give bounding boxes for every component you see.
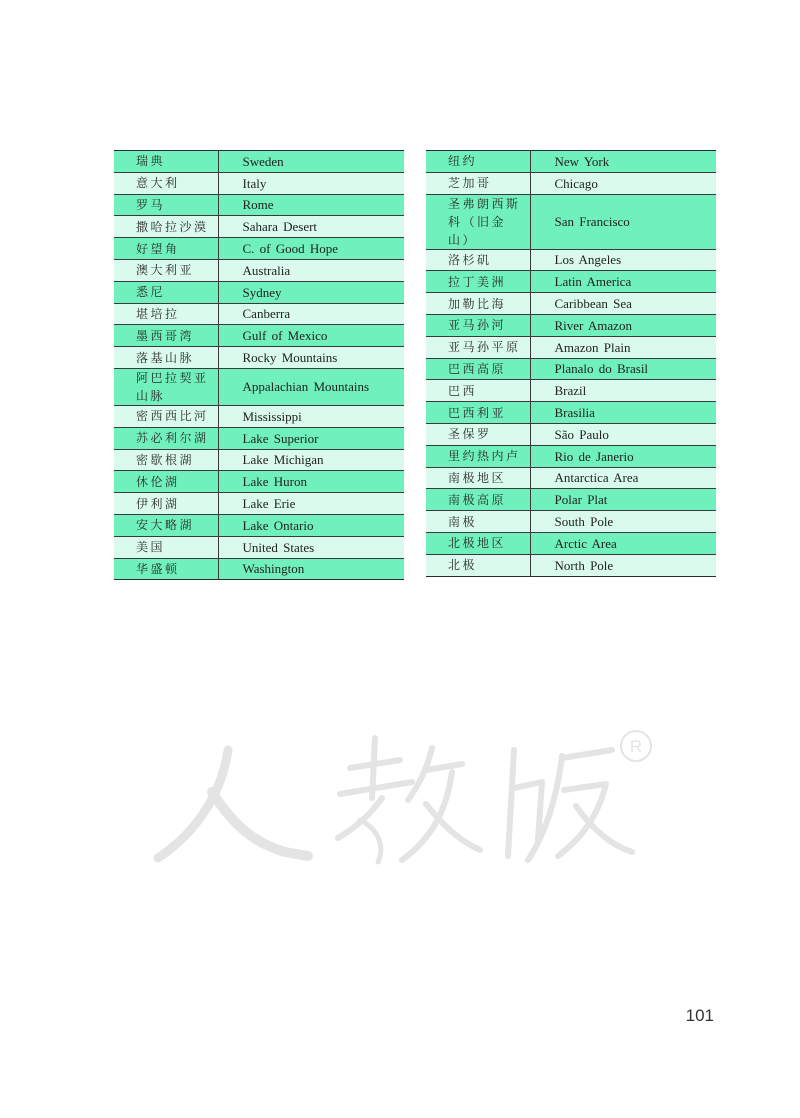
chinese-term: 南极高原 xyxy=(426,489,530,511)
table-row xyxy=(426,271,716,293)
chinese-term: 北极 xyxy=(426,554,530,576)
english-term: São Paulo xyxy=(530,423,716,445)
english-term: Los Angeles xyxy=(530,249,716,271)
chinese-term: 好望角 xyxy=(114,238,218,260)
table-row xyxy=(426,151,716,173)
table-row xyxy=(114,536,404,558)
chinese-term: 华盛顿 xyxy=(114,558,218,580)
english-term: Sahara Desert xyxy=(218,216,404,238)
table-row xyxy=(114,471,404,493)
chinese-term: 撒哈拉沙漠 xyxy=(114,216,218,238)
table-row xyxy=(426,293,716,315)
glossary-table-right xyxy=(426,150,716,577)
chinese-term: 密歇根湖 xyxy=(114,449,218,471)
chinese-term: 罗马 xyxy=(114,194,218,216)
svg-text:R: R xyxy=(629,737,643,756)
english-term: Brazil xyxy=(530,380,716,402)
chinese-term: 纽约 xyxy=(426,151,530,173)
glossary-table-left xyxy=(114,150,404,580)
english-term: United States xyxy=(218,536,404,558)
table-row xyxy=(426,249,716,271)
english-term: Planalo do Brasil xyxy=(530,358,716,380)
chinese-term: 巴西高原 xyxy=(426,358,530,380)
english-term: Lake Ontario xyxy=(218,514,404,536)
english-term: Italy xyxy=(218,172,404,194)
table-row xyxy=(114,216,404,238)
table-row xyxy=(114,303,404,325)
chinese-term: 阿巴拉契亚山脉 xyxy=(114,368,218,405)
chinese-term: 巴西 xyxy=(426,380,530,402)
english-term: Lake Huron xyxy=(218,471,404,493)
page-number: 101 xyxy=(685,1006,714,1025)
table-row xyxy=(426,314,716,336)
table-row xyxy=(426,358,716,380)
english-term: South Pole xyxy=(530,511,716,533)
table-row xyxy=(426,467,716,489)
chinese-term: 芝加哥 xyxy=(426,172,530,194)
english-term: Arctic Area xyxy=(530,532,716,554)
table-row xyxy=(114,347,404,369)
chinese-term: 圣弗朗西斯科（旧金山） xyxy=(426,194,530,249)
chinese-term: 亚马孙河 xyxy=(426,314,530,336)
table-row xyxy=(114,172,404,194)
chinese-term: 加勒比海 xyxy=(426,293,530,315)
table-row xyxy=(114,194,404,216)
publisher-watermark-logo xyxy=(150,720,670,870)
table-row xyxy=(114,493,404,515)
chinese-term: 落基山脉 xyxy=(114,347,218,369)
chinese-term: 休伦湖 xyxy=(114,471,218,493)
table-row xyxy=(426,380,716,402)
english-term: Canberra xyxy=(218,303,404,325)
table-row xyxy=(114,405,404,427)
english-term: Mississippi xyxy=(218,405,404,427)
table-row xyxy=(114,514,404,536)
english-term: C. of Good Hope xyxy=(218,238,404,260)
english-term: Rocky Mountains xyxy=(218,347,404,369)
table-row xyxy=(426,445,716,467)
table-row xyxy=(114,325,404,347)
table-row xyxy=(426,402,716,424)
english-term: Caribbean Sea xyxy=(530,293,716,315)
chinese-term: 密西西比河 xyxy=(114,405,218,427)
english-term: Polar Plat xyxy=(530,489,716,511)
english-term: Lake Michigan xyxy=(218,449,404,471)
english-term: Gulf of Mexico xyxy=(218,325,404,347)
chinese-term: 瑞典 xyxy=(114,151,218,173)
table-row xyxy=(426,336,716,358)
chinese-term: 洛杉矶 xyxy=(426,249,530,271)
english-term: Rio de Janerio xyxy=(530,445,716,467)
english-term: Sweden xyxy=(218,151,404,173)
english-term: Lake Superior xyxy=(218,427,404,449)
english-term: Australia xyxy=(218,259,404,281)
table-row xyxy=(114,558,404,580)
table-row xyxy=(114,259,404,281)
chinese-term: 意大利 xyxy=(114,172,218,194)
table-row xyxy=(114,238,404,260)
chinese-term: 悉尼 xyxy=(114,281,218,303)
english-term: Lake Erie xyxy=(218,493,404,515)
chinese-term: 巴西利亚 xyxy=(426,402,530,424)
chinese-term: 澳大利亚 xyxy=(114,259,218,281)
chinese-term: 南极 xyxy=(426,511,530,533)
table-row xyxy=(114,368,404,405)
english-term: Rome xyxy=(218,194,404,216)
table-row xyxy=(114,449,404,471)
table-row xyxy=(426,532,716,554)
english-term: Latin America xyxy=(530,271,716,293)
english-term: Amazon Plain xyxy=(530,336,716,358)
table-row xyxy=(426,554,716,576)
chinese-term: 亚马孙平原 xyxy=(426,336,530,358)
table-row xyxy=(426,511,716,533)
table-row xyxy=(426,194,716,249)
english-term: Antarctica Area xyxy=(530,467,716,489)
english-term: Sydney xyxy=(218,281,404,303)
chinese-term: 拉丁美洲 xyxy=(426,271,530,293)
chinese-term: 伊利湖 xyxy=(114,493,218,515)
table-row xyxy=(114,427,404,449)
table-row xyxy=(426,489,716,511)
english-term: Washington xyxy=(218,558,404,580)
chinese-term: 北极地区 xyxy=(426,532,530,554)
english-term: Chicago xyxy=(530,172,716,194)
table-row xyxy=(114,151,404,173)
chinese-term: 里约热内卢 xyxy=(426,445,530,467)
chinese-term: 堪培拉 xyxy=(114,303,218,325)
chinese-term: 苏必利尔湖 xyxy=(114,427,218,449)
english-term: San Francisco xyxy=(530,194,716,249)
table-row xyxy=(426,423,716,445)
chinese-term: 墨西哥湾 xyxy=(114,325,218,347)
english-term: North Pole xyxy=(530,554,716,576)
table-row xyxy=(426,172,716,194)
english-term: River Amazon xyxy=(530,314,716,336)
chinese-term: 美国 xyxy=(114,536,218,558)
table-row xyxy=(114,281,404,303)
english-term: Brasilia xyxy=(530,402,716,424)
english-term: New York xyxy=(530,151,716,173)
chinese-term: 圣保罗 xyxy=(426,423,530,445)
chinese-term: 南极地区 xyxy=(426,467,530,489)
english-term: Appalachian Mountains xyxy=(218,368,404,405)
chinese-term: 安大略湖 xyxy=(114,514,218,536)
